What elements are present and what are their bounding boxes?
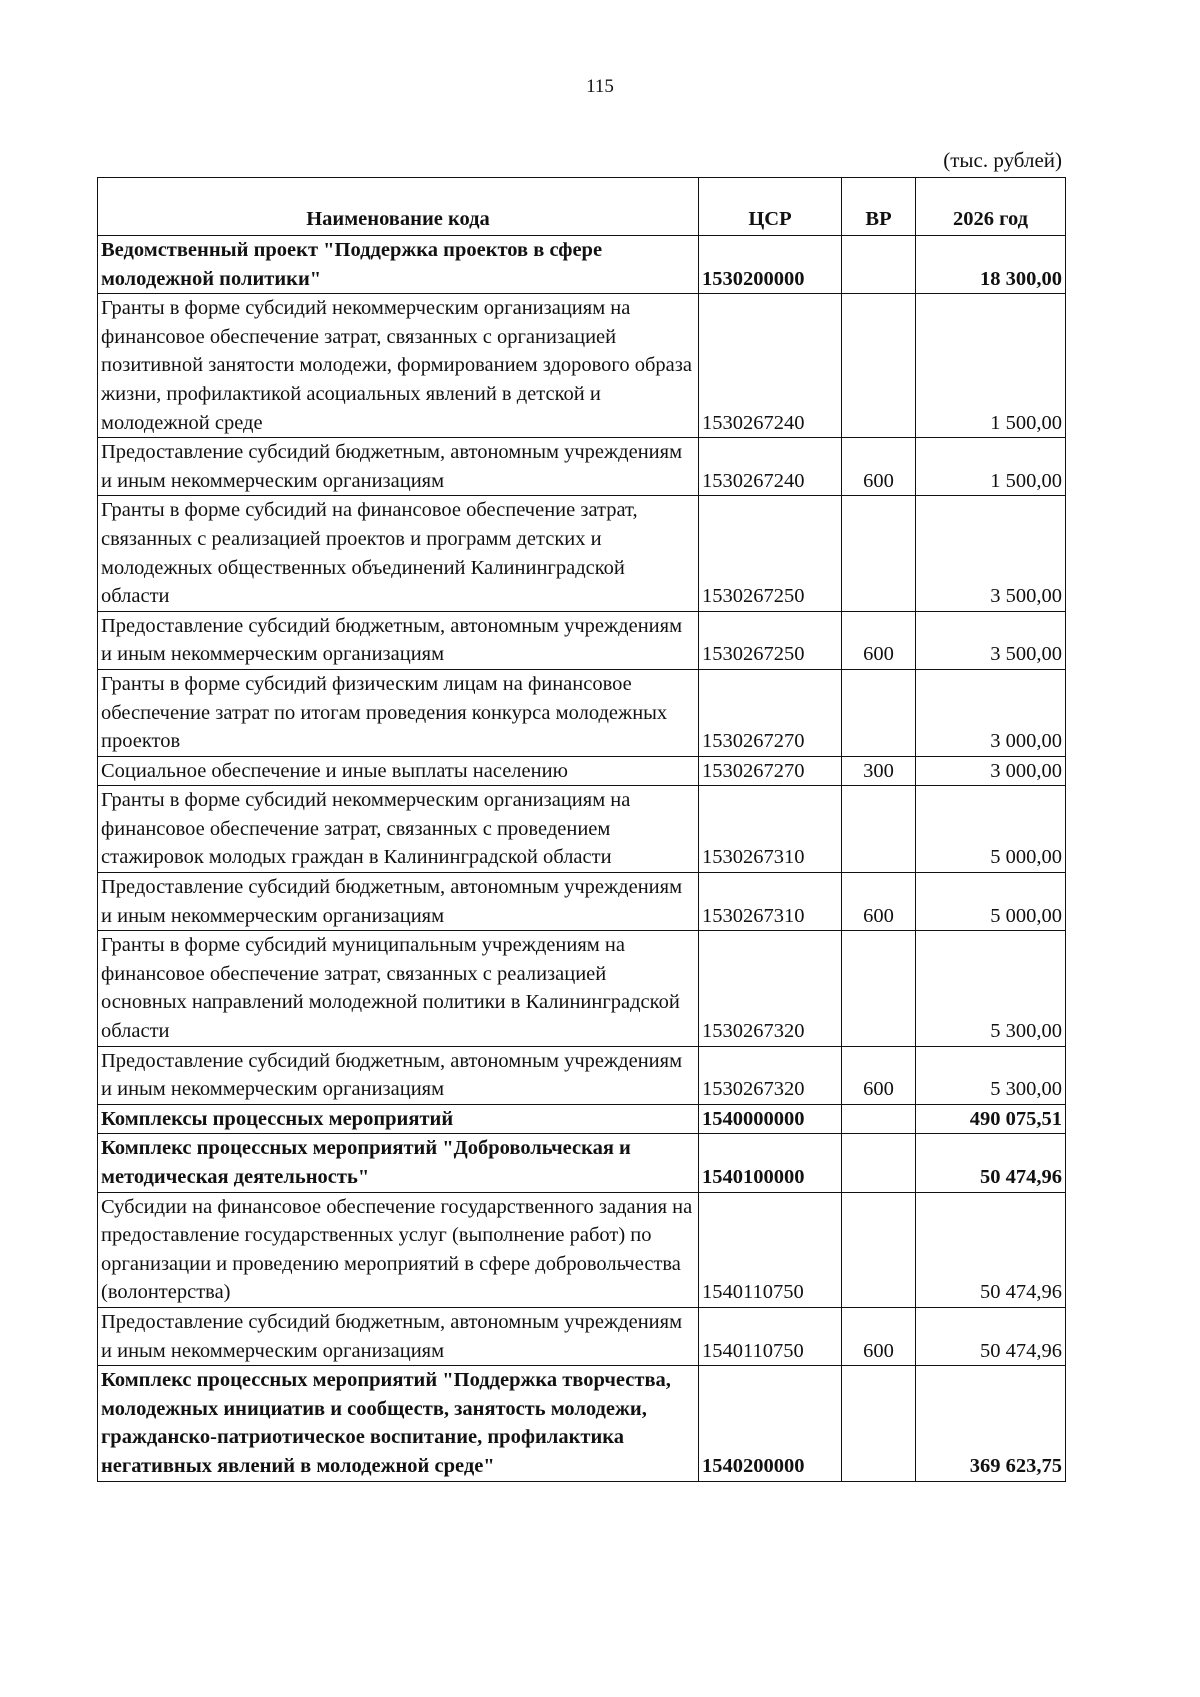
name-cell: Предоставление субсидий бюджетным, автономным учреждениям и иным некоммерческим организациям [98, 1307, 699, 1365]
csr-cell: 1530267250 [699, 496, 842, 611]
header-name: Наименование кода [98, 178, 699, 236]
name-cell: Гранты в форме субсидий некоммерческим организациям на финансовое обеспечение затрат, связанных с организацией позитивной занятости молодежи, формированием здорового образа жизни, профилактикой асоциальных явлений в детской и молодежной среде [98, 294, 699, 438]
name-cell: Предоставление субсидий бюджетным, автономным учреждениям и иным некоммерческим организациям [98, 1046, 699, 1104]
vr-cell: 600 [842, 1307, 916, 1365]
vr-cell [842, 786, 916, 873]
sum-cell: 3 500,00 [916, 611, 1066, 669]
budget-table [97, 177, 1066, 1482]
csr-cell: 1530267240 [699, 438, 842, 496]
vr-cell [842, 294, 916, 438]
sum-cell: 369 623,75 [916, 1366, 1066, 1481]
sum-cell: 5 300,00 [916, 1046, 1066, 1104]
csr-cell: 1530267270 [699, 669, 842, 756]
sum-cell: 1 500,00 [916, 438, 1066, 496]
name-cell: Комплекс процессных мероприятий "Добровольческая и методическая деятельность" [98, 1134, 699, 1192]
vr-cell [842, 1192, 916, 1307]
vr-cell [842, 931, 916, 1046]
vr-cell: 600 [842, 438, 916, 496]
vr-cell [842, 1366, 916, 1481]
csr-cell: 1530267320 [699, 931, 842, 1046]
vr-cell [842, 1104, 916, 1134]
name-cell: Субсидии на финансовое обеспечение государственного задания на предоставление государственных услуг (выполнение работ) по организации и проведению мероприятий в сфере добровольчества (волонтерства) [98, 1192, 699, 1307]
name-cell: Гранты в форме субсидий на финансовое обеспечение затрат, связанных с реализацией проектов и программ детских и молодежных общественных объединений Калининградской области [98, 496, 699, 611]
vr-cell [842, 669, 916, 756]
name-cell: Ведомственный проект "Поддержка проектов в сфере молодежной политики" [98, 236, 699, 294]
csr-cell: 1530267320 [699, 1046, 842, 1104]
vr-cell [842, 1134, 916, 1192]
csr-cell: 1540100000 [699, 1134, 842, 1192]
sum-cell: 5 000,00 [916, 873, 1066, 931]
table-row [98, 1046, 1066, 1104]
csr-cell: 1530267270 [699, 756, 842, 786]
sum-cell: 5 300,00 [916, 931, 1066, 1046]
table-row [98, 1104, 1066, 1134]
csr-cell: 1530267240 [699, 294, 842, 438]
header-vr: ВР [842, 178, 916, 236]
csr-cell: 1540200000 [699, 1366, 842, 1481]
table-row [98, 1134, 1066, 1192]
sum-cell: 1 500,00 [916, 294, 1066, 438]
table-row [98, 438, 1066, 496]
table-row [98, 1366, 1066, 1481]
table-row [98, 669, 1066, 756]
vr-cell: 300 [842, 756, 916, 786]
table-row [98, 236, 1066, 294]
name-cell: Гранты в форме субсидий муниципальным учреждениям на финансовое обеспечение затрат, связанных с реализацией основных направлений молодежной политики в Калининградской области [98, 931, 699, 1046]
csr-cell: 1540110750 [699, 1192, 842, 1307]
csr-cell: 1540000000 [699, 1104, 842, 1134]
unit-note: (тыс. рублей) [943, 148, 1062, 172]
name-cell: Гранты в форме субсидий физическим лицам на финансовое обеспечение затрат по итогам проведения конкурса молодежных проектов [98, 669, 699, 756]
name-cell: Комплекс процессных мероприятий "Поддержка творчества, молодежных инициатив и сообществ, занятость молодежи, гражданско-патриотическое воспитание, профилактика негативных явлений в молодежной среде" [98, 1366, 699, 1481]
name-cell: Предоставление субсидий бюджетным, автономным учреждениям и иным некоммерческим организациям [98, 438, 699, 496]
sum-cell: 50 474,96 [916, 1307, 1066, 1365]
name-cell: Комплексы процессных мероприятий [98, 1104, 699, 1134]
table-body [98, 236, 1066, 1482]
sum-cell: 50 474,96 [916, 1192, 1066, 1307]
table-row [98, 756, 1066, 786]
name-cell: Предоставление субсидий бюджетным, автономным учреждениям и иным некоммерческим организациям [98, 873, 699, 931]
csr-cell: 1530267310 [699, 786, 842, 873]
name-cell: Социальное обеспечение и иные выплаты населению [98, 756, 699, 786]
sum-cell: 50 474,96 [916, 1134, 1066, 1192]
header-csr: ЦСР [699, 178, 842, 236]
csr-cell: 1530267250 [699, 611, 842, 669]
table-row [98, 294, 1066, 438]
table-row [98, 611, 1066, 669]
table-row [98, 786, 1066, 873]
name-cell: Гранты в форме субсидий некоммерческим организациям на финансовое обеспечение затрат, связанных с проведением стажировок молодых граждан в Калининградской области [98, 786, 699, 873]
sum-cell: 3 000,00 [916, 756, 1066, 786]
table-header-row [98, 178, 1066, 236]
table-row [98, 873, 1066, 931]
vr-cell: 600 [842, 611, 916, 669]
page-number: 115 [586, 76, 614, 97]
sum-cell: 3 000,00 [916, 669, 1066, 756]
vr-cell: 600 [842, 873, 916, 931]
csr-cell: 1530200000 [699, 236, 842, 294]
header-year: 2026 год [916, 178, 1066, 236]
vr-cell: 600 [842, 1046, 916, 1104]
table-row [98, 496, 1066, 611]
vr-cell [842, 236, 916, 294]
vr-cell [842, 496, 916, 611]
sum-cell: 5 000,00 [916, 786, 1066, 873]
table-row [98, 1307, 1066, 1365]
table-row [98, 1192, 1066, 1307]
table-row [98, 931, 1066, 1046]
sum-cell: 490 075,51 [916, 1104, 1066, 1134]
csr-cell: 1540110750 [699, 1307, 842, 1365]
csr-cell: 1530267310 [699, 873, 842, 931]
sum-cell: 3 500,00 [916, 496, 1066, 611]
name-cell: Предоставление субсидий бюджетным, автономным учреждениям и иным некоммерческим организациям [98, 611, 699, 669]
sum-cell: 18 300,00 [916, 236, 1066, 294]
